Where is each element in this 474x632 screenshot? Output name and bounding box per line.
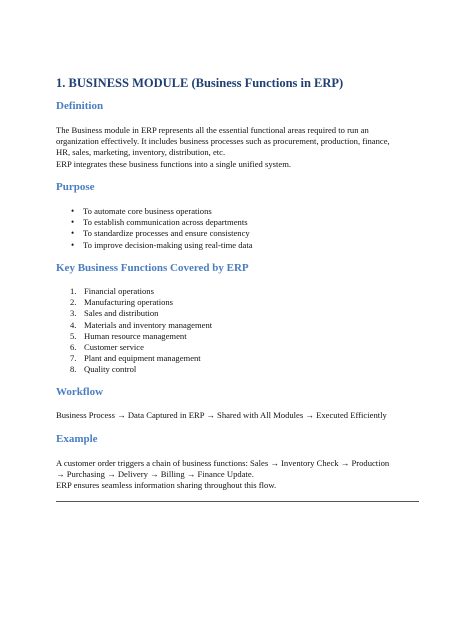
list-number: 8. (70, 364, 77, 375)
list-item-text: To establish communication across departments (83, 217, 248, 228)
purpose-heading: Purpose (56, 181, 95, 193)
list-number: 2. (70, 297, 77, 308)
list-item-text: Customer service (84, 342, 144, 353)
page-title: 1. BUSINESS MODULE (Business Functions in ERP) (56, 76, 344, 90)
list-item (70, 330, 212, 342)
definition-line: HR, sales, marketing, inventory, distribution, etc. (56, 147, 226, 158)
purpose-list (71, 206, 253, 251)
list-item (70, 353, 212, 364)
list-item (71, 217, 253, 228)
list-item (70, 286, 212, 297)
workflow-line: Business Process → Data Captured in ERP → Shared with All Modules → Executed Efficiently (56, 410, 387, 420)
list-item-text: To automate core business operations (83, 206, 212, 216)
list-number: 1. (70, 286, 77, 296)
example-line: ERP ensures seamless information sharing throughout this flow. (56, 480, 277, 491)
list-number: 4. (70, 319, 77, 330)
list-item-text: Quality control (84, 364, 137, 375)
list-item (70, 319, 213, 331)
list-item (70, 308, 212, 319)
definition-line: The Business module in ERP represents all the essential functional areas required to run an (56, 125, 369, 135)
list-number: 6. (70, 342, 77, 353)
example-line: A customer order triggers a chain of business functions: Sales → Inventory Check → Production (56, 458, 390, 468)
definition-heading: Definition (56, 100, 104, 112)
example-heading: Example (56, 433, 98, 445)
definition-line: ERP integrates these business functions into a single unified system. (56, 158, 292, 169)
list-item (70, 342, 212, 353)
functions-list (70, 286, 213, 376)
list-item (70, 297, 212, 308)
functions-heading: Key Business Functions Covered by ERP (56, 262, 249, 274)
definition-paragraph (56, 125, 421, 170)
list-number: 3. (70, 308, 77, 319)
bullet-icon: • (71, 239, 75, 250)
list-number: 7. (70, 353, 77, 364)
list-item-text: To improve decision-making using real-time data (83, 239, 253, 250)
list-item-text: To standardize processes and ensure consistency (83, 228, 250, 239)
definition-line: organization effectively. It includes business processes such as procurement, production, finance, (56, 136, 390, 147)
list-item-text: Plant and equipment management (84, 353, 201, 364)
list-item-text: Human resource management (84, 330, 187, 341)
list-item-text: Materials and inventory management (84, 319, 213, 330)
list-item (71, 206, 253, 217)
list-item-text: Manufacturing operations (84, 297, 174, 308)
workflow-heading: Workflow (56, 386, 104, 398)
list-item (71, 228, 253, 239)
horizontal-rule (56, 501, 419, 502)
bullet-icon: • (71, 228, 75, 239)
bullet-icon: • (71, 206, 75, 216)
example-line: → Purchasing → Delivery → Billing → Finance Update. (56, 469, 254, 480)
list-item (70, 364, 212, 375)
list-item-text: Financial operations (84, 286, 154, 296)
list-item (71, 239, 253, 251)
example-paragraph (56, 458, 421, 492)
list-item-text: Sales and distribution (84, 308, 159, 319)
list-number: 5. (70, 330, 77, 341)
bullet-icon: • (71, 217, 75, 228)
